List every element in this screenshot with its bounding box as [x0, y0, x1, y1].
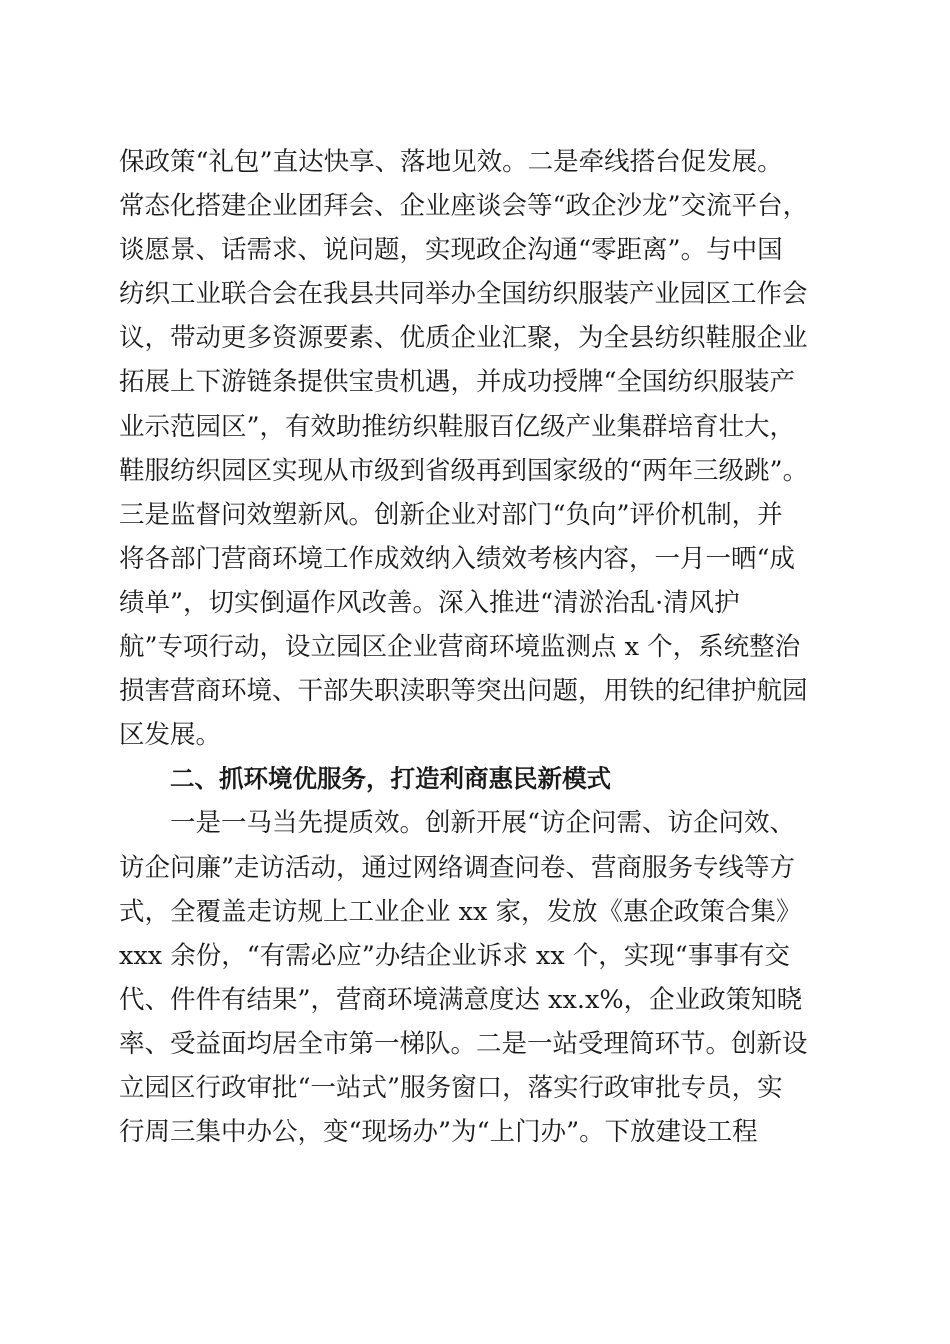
- text-line: xxx 余份，“有需必应”办结企业诉求 xx 个，实现“事事有交: [119, 940, 790, 971]
- text-line: 区发展。: [119, 720, 222, 751]
- text-line: 谈愿景、话需求、说问题，实现政企沟通“零距离”。与中国: [119, 235, 783, 266]
- text-line: 代、件件有结果”，营商环境满意度达 xx.x%，企业政策知晓: [119, 984, 803, 1015]
- text-line: 纺织工业联合会在我县共同举办全国纺织服装产业园区工作会: [119, 279, 808, 310]
- text-line: 常态化搭建企业团拜会、企业座谈会等“政企沙龙”交流平台，: [119, 191, 809, 222]
- text-line: 航”专项行动，设立园区企业营商环境监测点 x 个，系统整治: [119, 632, 801, 663]
- text-line: 保政策“礼包”直达快享、落地见效。二是牵线搭台促发展。: [119, 147, 783, 177]
- text-line: 鞋服纺织园区实现从市级到省级再到国家级的“两年三级跳”。: [119, 455, 809, 486]
- section-heading: 二、抓环境优服务，打造利商惠民新模式: [170, 764, 611, 794]
- text-line: 率、受益面均居全市第一梯队。二是一站受理简环节。创新设: [119, 1028, 808, 1059]
- text-line: 访企问廉”走访活动，通过网络调查问卷、营商服务专线等方: [119, 852, 796, 883]
- text-line: 三是监督问效塑新风。创新企业对部门“负向”评价机制，并: [119, 499, 783, 530]
- text-line: 拓展上下游链条提供宝贵机遇，并成功授牌“全国纺织服装产: [119, 367, 796, 398]
- body-text: [119, 140, 831, 1154]
- text-line: 立园区行政审批“一站式”服务窗口，落实行政审批专员，实: [119, 1072, 783, 1103]
- text-line: 业示范园区”，有效助推纺织鞋服百亿级产业集群培育壮大，: [119, 411, 796, 442]
- text-line: 议，带动更多资源要素、优质企业汇聚，为全县纺织鞋服企业: [119, 323, 808, 354]
- text-line: 将各部门营商环境工作成效纳入绩效考核内容，一月一晒“成: [119, 543, 796, 574]
- text-line: 绩单”，切实倒逼作风改善。深入推进“清淤治乱·清风护: [119, 587, 740, 618]
- text-line: 损害营商环境、干部失职渎职等突出问题，用铁的纪律护航园: [119, 676, 808, 707]
- text-line: 行周三集中办公，变“现场办”为“上门办”。下放建设工程: [119, 1117, 758, 1148]
- text-line: 式，全覆盖走访规上工业企业 xx 家，发放《惠企政策合集》: [119, 896, 802, 927]
- text-line: 一是一马当先提质效。创新开展“访企问需、访企问效、: [170, 808, 796, 839]
